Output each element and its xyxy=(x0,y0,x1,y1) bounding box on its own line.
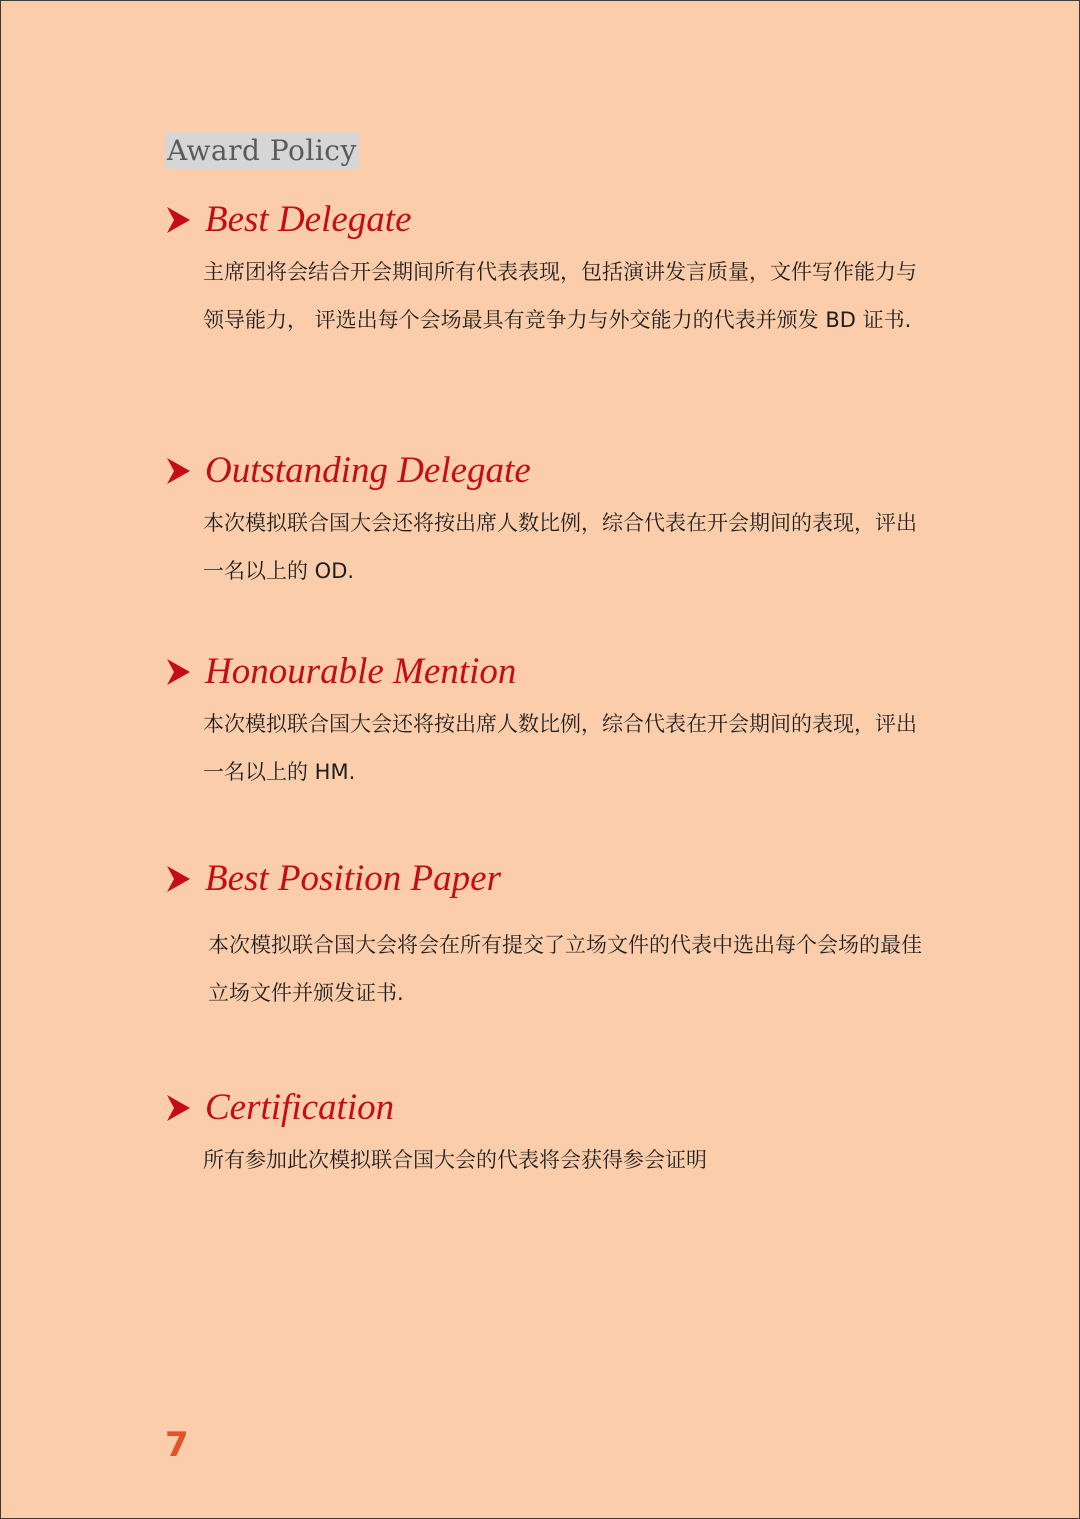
page-number: 7 xyxy=(165,1425,189,1465)
section-heading xyxy=(165,451,925,499)
section-outstanding-delegate xyxy=(165,451,925,595)
chevron-right-icon xyxy=(165,658,191,686)
section-body: 本次模拟联合国大会将会在所有提交了立场文件的代表中选出每个会场的最佳立场文件并颁发证书. xyxy=(208,933,922,1005)
section-heading xyxy=(165,859,925,907)
section-honourable-mention xyxy=(165,652,925,796)
section-body: 本次模拟联合国大会还将按出席人数比例，综合代表在开会期间的表现，评出一名以上的 HM. xyxy=(203,712,917,784)
section-certification xyxy=(165,1088,925,1184)
section-title: Best Position Paper xyxy=(205,858,501,899)
chevron-right-icon xyxy=(165,206,191,234)
section-title: Best Delegate xyxy=(205,199,412,240)
section-heading xyxy=(165,1088,925,1136)
section-body: 本次模拟联合国大会还将按出席人数比例，综合代表在开会期间的表现，评出一名以上的 OD. xyxy=(203,511,917,583)
section-body: 所有参加此次模拟联合国大会的代表将会获得参会证明 xyxy=(203,1148,707,1172)
page-title: Award Policy xyxy=(167,134,357,167)
section-title: Outstanding Delegate xyxy=(205,450,531,491)
chevron-right-icon xyxy=(165,457,191,485)
chevron-right-icon xyxy=(165,1094,191,1122)
section-title: Honourable Mention xyxy=(205,651,517,692)
section-best-position-paper xyxy=(165,859,925,1017)
section-best-delegate xyxy=(165,200,925,344)
section-heading xyxy=(165,652,925,700)
chevron-right-icon xyxy=(165,865,191,893)
section-body: 主席团将会结合开会期间所有代表表现，包括演讲发言质量，文件写作能力与领导能力， 评选出每个会场最具有竞争力与外交能力的代表并颁发 BD 证书. xyxy=(203,260,917,332)
section-title: Certification xyxy=(205,1087,395,1128)
section-heading xyxy=(165,200,925,248)
